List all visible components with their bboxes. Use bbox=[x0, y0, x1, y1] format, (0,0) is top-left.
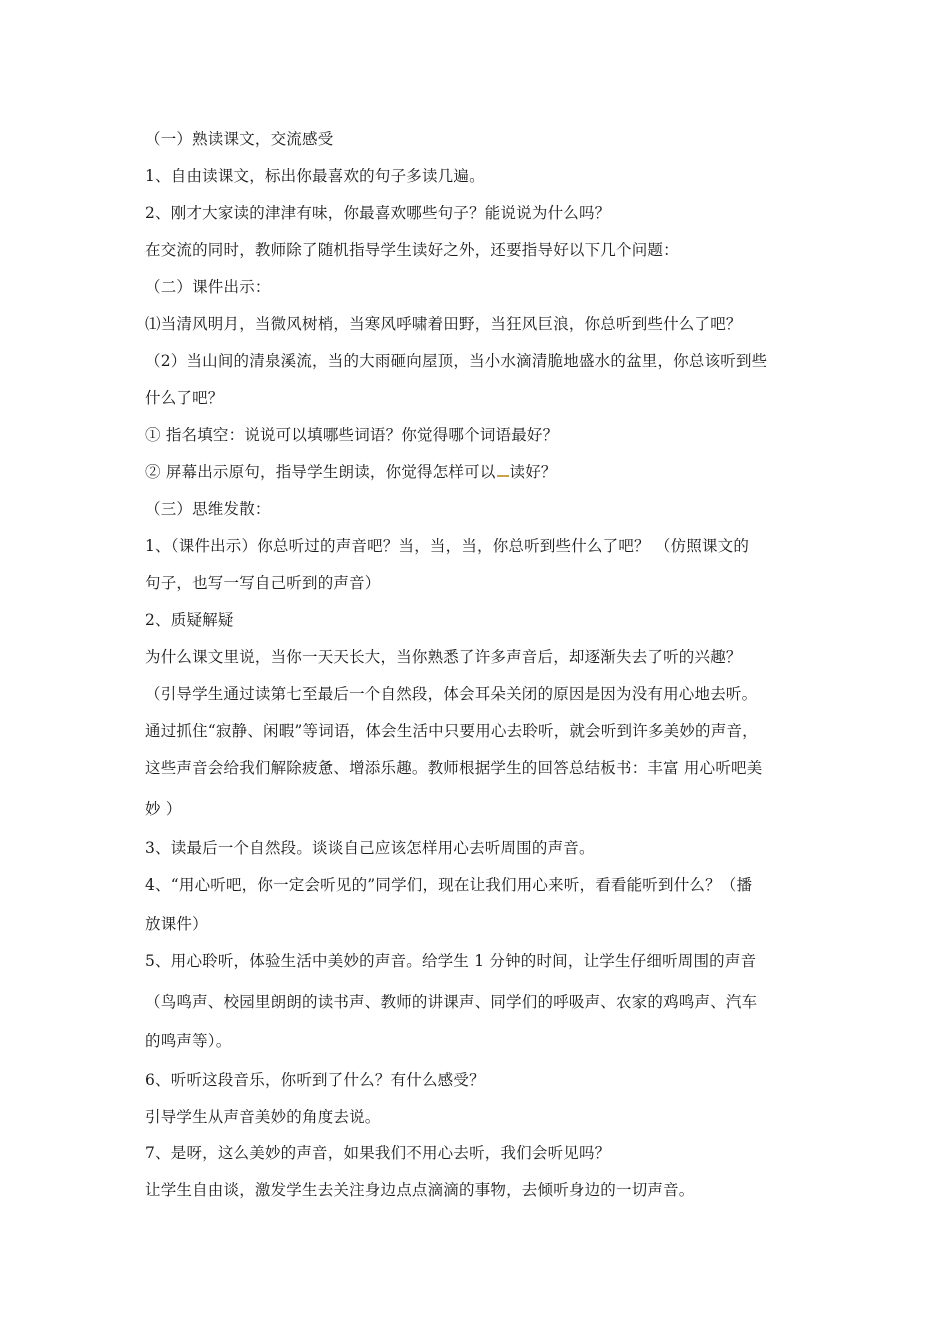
paragraph: 4、“用心听吧，你一定会听见的”同学们，现在让我们用心来听，看看能听到什么？（播 bbox=[145, 876, 753, 894]
paragraph: （鸟鸣声、校园里朗朗的读书声、教师的讲课声、同学们的呼吸声、农家的鸡鸣声、汽车 bbox=[145, 993, 758, 1011]
paragraph: 让学生自由谈，激发学生去关注身边点点滴滴的事物，去倾听身边的一切声音。 bbox=[145, 1181, 695, 1199]
paragraph: 在交流的同时，教师除了随机指导学生读好之外，还要指导好以下几个问题： bbox=[145, 241, 679, 259]
paragraph: 这些声音会给我们解除疲惫、增添乐趣。教师根据学生的回答总结板书：丰富 用心听吧美 bbox=[145, 759, 763, 777]
paragraph-with-blank bbox=[145, 460, 557, 482]
paragraph: 为什么课文里说，当你一天天长大，当你熟悉了许多声音后，却逐渐失去了听的兴趣？ bbox=[145, 648, 742, 666]
section-heading-3: （三）思维发散： bbox=[145, 500, 271, 518]
paragraph: 的鸣声等）。 bbox=[145, 1032, 232, 1050]
paragraph-text: ② 屏幕出示原句，指导学生朗读，你觉得怎样可以 bbox=[145, 463, 496, 481]
paragraph: 5、用心聆听，体验生活中美妙的声音。给学生 1 分钟的时间，让学生仔细听周围的声音 bbox=[145, 952, 757, 970]
section-heading-2: （二）课件出示： bbox=[145, 278, 271, 296]
paragraph: 7、是呀，这么美妙的声音，如果我们不用心去听，我们会听见吗？ bbox=[145, 1144, 611, 1162]
paragraph: 句子，也写一写自己听到的声音） bbox=[145, 574, 381, 592]
paragraph: 2、质疑解疑 bbox=[145, 611, 234, 629]
paragraph: （2）当山间的清泉溪流，当的大雨砸向屋顶，当小水滴清脆地盛水的盆里，你总该听到些 bbox=[145, 352, 768, 370]
paragraph-text-end: 读好？ bbox=[509, 463, 557, 481]
paragraph: 通过抓住“寂静、闲暇”等词语，体会生活中只要用心去聆听，就会听到许多美妙的声音， bbox=[145, 722, 758, 740]
paragraph: ① 指名填空：说说可以填哪些词语？你觉得哪个词语最好？ bbox=[145, 426, 559, 444]
paragraph: 6、听听这段音乐，你听到了什么？有什么感受？ bbox=[145, 1071, 485, 1089]
paragraph: ⑴当清风明月，当微风树梢，当寒风呼啸着田野，当狂风巨浪，你总听到些什么了吧？ bbox=[145, 315, 742, 333]
paragraph: 引导学生从声音美妙的角度去说。 bbox=[145, 1108, 381, 1126]
paragraph: 2、刚才大家读的津津有味，你最喜欢哪些句子？能说说为什么吗？ bbox=[145, 204, 611, 222]
paragraph: 1、自由读课文，标出你最喜欢的句子多读几遍。 bbox=[145, 167, 485, 185]
paragraph: 什么了吧？ bbox=[145, 389, 224, 407]
paragraph: 妙 ） bbox=[145, 800, 182, 818]
section-heading-1: （一）熟读课文，交流感受 bbox=[145, 130, 334, 148]
paragraph: 3、读最后一个自然段。谈谈自己应该怎样用心去听周围的声音。 bbox=[145, 839, 595, 857]
paragraph: 放课件） bbox=[145, 915, 208, 933]
paragraph: 1、（课件出示）你总听过的声音吧？当，当，当，你总听到些什么了吧？ （仿照课文的 bbox=[145, 537, 750, 555]
paragraph: （引导学生通过读第七至最后一个自然段，体会耳朵关闭的原因是因为没有用心地去听。 bbox=[145, 685, 758, 703]
fill-blank bbox=[497, 463, 509, 477]
